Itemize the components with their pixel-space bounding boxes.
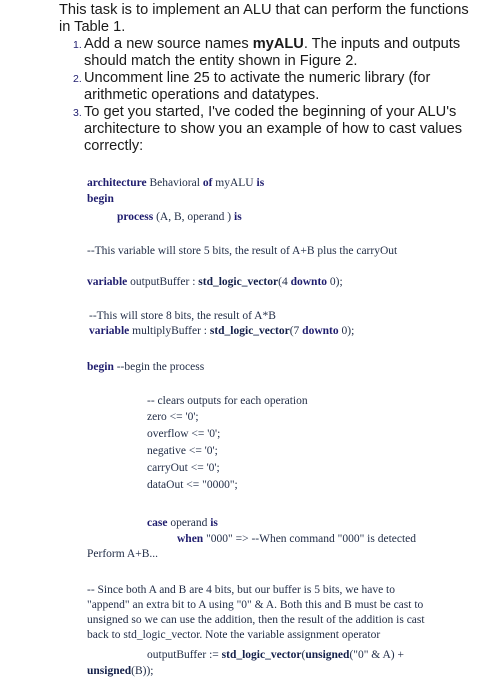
instructions [59,2,479,155]
code-process-line: process (A, B, operand ) is [117,211,242,223]
step-1: 1. Add a new source names myALU. The inputs and outputs should match the entity shown in Figure 2. [73,36,461,69]
steps-list [59,36,479,155]
intro-text: This task is to implement an ALU that can perform the functions in Table 1. [59,2,469,35]
code-comment-output-buffer: --This variable will store 5 bits, the result of A+B plus the carryOut [87,245,398,257]
code-begin-process-line: begin --begin the process [87,361,205,373]
code-assign-overflow: overflow <= '0'; [147,428,221,440]
code-case-line: case operand is [147,517,218,529]
step-2: 2. Uncomment line 25 to activate the numeric library (for arithmetic operations and datatypes. [73,70,431,103]
step-3: 3. To get you started, I've coded the beginning of your ALU's architecture to show you an example of how to cast values correctly: [73,104,463,154]
code-variable-output-buffer: variable outputBuffer : std_logic_vector(4 downto 0); [87,276,343,288]
code-comment-unsigned: -- Since both A and B are 4 bits, but our buffer is 5 bits, we have to "append" an extra bit to A using "0" & A. Both this and B must be cast to unsigned so we can use the addition, then the result of the addition is cast back to std_logic_vector. Note the variable assignment operator [87,584,425,641]
code-output-buffer-assign: outputBuffer := std_logic_vector(unsigned("0" & A) + [147,649,404,661]
source-name: myALU [252,36,304,52]
step-number: 1. [73,39,82,51]
step-number: 3. [73,107,82,119]
code-comment-multiply-buffer: --This will store 8 bits, the result of A*B [89,310,276,322]
code-assign-negative: negative <= '0'; [147,445,218,457]
code-when-line: when "000" => --When command "000" is detected Perform A+B... [87,533,417,560]
code-comment-clears: -- clears outputs for each operation [147,395,308,407]
code-assign-carryout: carryOut <= '0'; [147,462,220,474]
code-architecture-line: architecture Behavioral of myALU is [87,177,265,189]
code-begin-line: begin [87,193,114,205]
code-variable-multiply-buffer: variable multiplyBuffer : std_logic_vector(7 downto 0); [89,325,355,337]
code-output-buffer-assign-cont: unsigned(B)); [87,665,154,677]
code-assign-dataout: dataOut <= "0000"; [147,479,238,491]
step-number: 2. [73,73,82,85]
code-assign-zero: zero <= '0'; [147,411,199,423]
